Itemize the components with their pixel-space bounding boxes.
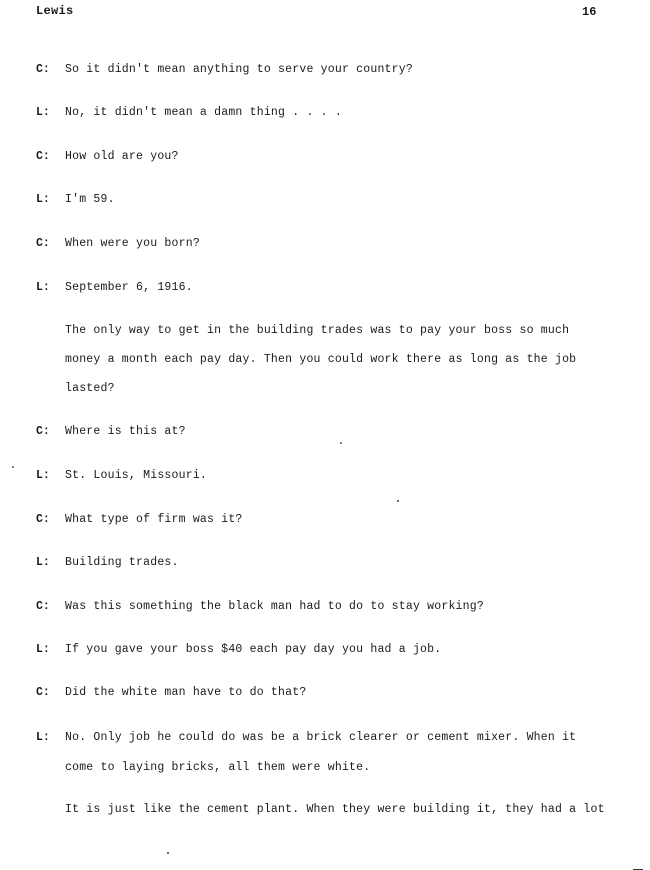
speaker-label: L: <box>36 281 50 294</box>
transcript-line: September 6, 1916. <box>65 281 193 294</box>
speaker-label: C: <box>36 63 50 76</box>
scan-speck <box>12 466 14 468</box>
transcript-line: Was this something the black man had to do to stay working? <box>65 600 484 613</box>
scan-speck <box>397 500 399 502</box>
transcript-line: Did the white man have to do that? <box>65 686 307 699</box>
header-interviewee-name: Lewis <box>36 4 74 18</box>
transcript-line: How old are you? <box>65 150 179 163</box>
transcript-line: I'm 59. <box>65 193 115 206</box>
transcript-line: What type of firm was it? <box>65 513 243 526</box>
speaker-label: L: <box>36 556 50 569</box>
speaker-label: L: <box>36 731 50 744</box>
transcript-line: Where is this at? <box>65 425 186 438</box>
transcript-line: If you gave your boss $40 each pay day you had a job. <box>65 643 442 656</box>
speaker-label: L: <box>36 469 50 482</box>
transcript-line: When were you born? <box>65 237 200 250</box>
transcript-line: No. Only job he could do was be a brick clearer or cement mixer. When it <box>65 731 577 744</box>
scan-speck <box>167 852 169 854</box>
transcript-line: So it didn't mean anything to serve your country? <box>65 63 413 76</box>
transcript-line: No, it didn't mean a damn thing . . . . <box>65 106 342 119</box>
transcript-line: The only way to get in the building trades was to pay your boss so much <box>65 324 570 337</box>
speaker-label: L: <box>36 643 50 656</box>
speaker-label: C: <box>36 686 50 699</box>
scan-speck <box>340 442 342 444</box>
transcript-line: It is just like the cement plant. When they were building it, they had a lot <box>65 803 605 816</box>
transcript-line: money a month each pay day. Then you could work there as long as the job <box>65 353 577 366</box>
speaker-label: L: <box>36 193 50 206</box>
transcript-line: Building trades. <box>65 556 179 569</box>
transcript-line: come to laying bricks, all them were white. <box>65 761 371 774</box>
speaker-label: L: <box>36 106 50 119</box>
transcript-line: lasted? <box>65 382 115 395</box>
speaker-label: C: <box>36 237 50 250</box>
speaker-label: C: <box>36 513 50 526</box>
page-number: 16 <box>582 5 597 19</box>
transcript-line: St. Louis, Missouri. <box>65 469 208 482</box>
speaker-label: C: <box>36 600 50 613</box>
speaker-label: C: <box>36 425 50 438</box>
speaker-label: C: <box>36 150 50 163</box>
